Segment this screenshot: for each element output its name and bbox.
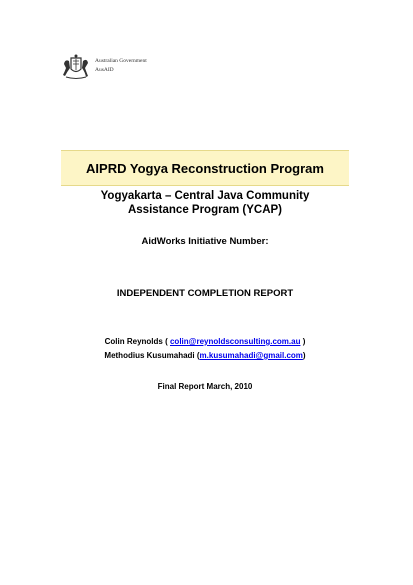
logo-line-1: Australian Government — [95, 58, 147, 64]
report-title: INDEPENDENT COMPLETION REPORT — [116, 288, 294, 299]
author-methodius-kusumahadi — [61, 351, 349, 360]
logo-line-2: AusAID — [95, 67, 114, 73]
author-suffix: ) — [300, 337, 306, 346]
author-email-link[interactable]: colin@reynoldsconsulting.com.au — [169, 337, 301, 346]
subtitle-line-1: Yogyakarta – Central Java Community — [100, 190, 310, 202]
program-title-band — [61, 150, 349, 186]
subtitle — [61, 189, 349, 217]
author-colin-reynolds — [61, 337, 349, 346]
australian-government-logo — [62, 54, 172, 80]
coat-of-arms-icon — [62, 54, 90, 80]
government-name — [95, 57, 147, 75]
initiative-number-label: AidWorks Initiative Number: — [141, 236, 269, 247]
final-report-date: Final Report March, 2010 — [157, 382, 253, 391]
author-suffix: ) — [302, 351, 306, 360]
subtitle-line-2: Assistance Program (YCAP) — [127, 204, 283, 216]
author-name: Colin Reynolds ( — [104, 337, 170, 346]
author-email-link[interactable]: m.kusumahadi@gmail.com — [199, 351, 303, 360]
program-title: AIPRD Yogya Reconstruction Program — [86, 160, 324, 176]
author-name: Methodius Kusumahadi ( — [104, 351, 200, 360]
